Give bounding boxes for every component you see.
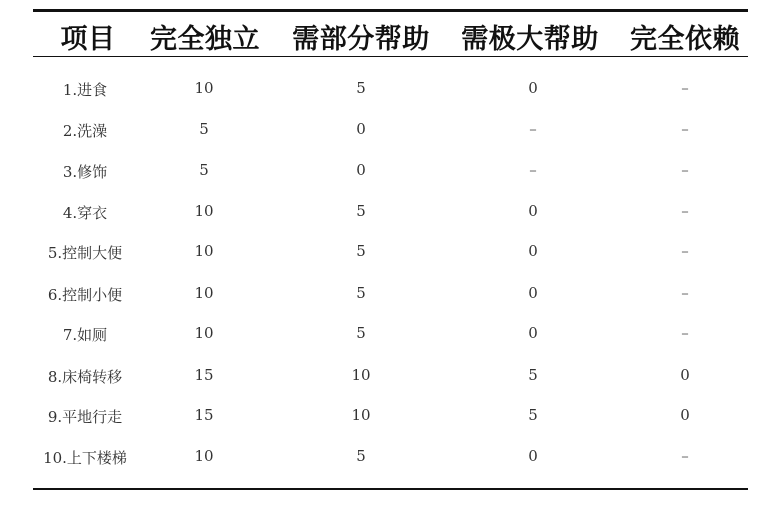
row-value-partial: 5 [356, 79, 366, 97]
table-header-rule [33, 56, 748, 57]
row-value-dependent: 0 [680, 366, 690, 384]
row-value-major: 0 [528, 242, 538, 260]
row-value-dependent: 0 [680, 406, 690, 424]
row-value-dependent: – [681, 79, 689, 97]
row-item: 4.穿衣 [62, 204, 108, 222]
row-value-major: 0 [528, 284, 538, 302]
row-value-independent: 10 [194, 79, 214, 97]
row-value-independent: 10 [194, 242, 214, 260]
row-value-dependent: – [681, 242, 689, 260]
row-value-dependent: – [681, 202, 689, 220]
row-value-partial: 5 [356, 242, 366, 260]
header-major-help: 需极大帮助 [461, 24, 599, 55]
row-item: 7.如厕 [62, 326, 108, 344]
row-value-independent: 10 [194, 324, 214, 342]
row-item: 2.洗澡 [62, 122, 108, 140]
row-value-major: 0 [528, 79, 538, 97]
row-value-partial: 5 [356, 202, 366, 220]
row-item: 1.进食 [62, 81, 108, 99]
row-value-independent: 10 [194, 284, 214, 302]
row-value-independent: 10 [194, 447, 214, 465]
row-value-dependent: – [681, 120, 689, 138]
row-value-independent: 10 [194, 202, 214, 220]
table-top-rule [33, 9, 748, 12]
row-value-independent: 15 [194, 366, 214, 384]
row-value-dependent: – [681, 161, 689, 179]
row-value-major: – [529, 161, 537, 179]
row-value-major: 0 [528, 447, 538, 465]
row-value-major: 0 [528, 202, 538, 220]
row-value-dependent: – [681, 324, 689, 342]
row-item: 5.控制大便 [47, 244, 123, 262]
row-value-partial: 5 [356, 324, 366, 342]
row-value-partial: 5 [356, 447, 366, 465]
header-fully-independent: 完全独立 [150, 24, 260, 55]
header-fully-dependent: 完全依赖 [630, 24, 740, 55]
row-value-partial: 5 [356, 284, 366, 302]
row-value-partial: 10 [351, 406, 371, 424]
row-value-dependent: – [681, 447, 689, 465]
row-value-dependent: – [681, 284, 689, 302]
row-value-partial: 10 [351, 366, 371, 384]
table-bottom-rule [33, 488, 748, 490]
row-value-independent: 5 [199, 161, 209, 179]
row-value-major: – [529, 120, 537, 138]
row-item: 9.平地行走 [47, 408, 123, 426]
row-value-major: 5 [528, 366, 538, 384]
header-item: 项目 [60, 24, 116, 55]
row-item: 3.修饰 [62, 163, 108, 181]
row-value-partial: 0 [356, 120, 366, 138]
row-item: 10.上下楼梯 [43, 449, 127, 467]
row-value-independent: 5 [199, 120, 209, 138]
row-item: 8.床椅转移 [47, 368, 123, 386]
row-item: 6.控制小便 [47, 286, 123, 304]
row-value-partial: 0 [356, 161, 366, 179]
row-value-independent: 15 [194, 406, 214, 424]
row-value-major: 5 [528, 406, 538, 424]
header-partial-help: 需部分帮助 [292, 24, 430, 55]
row-value-major: 0 [528, 324, 538, 342]
